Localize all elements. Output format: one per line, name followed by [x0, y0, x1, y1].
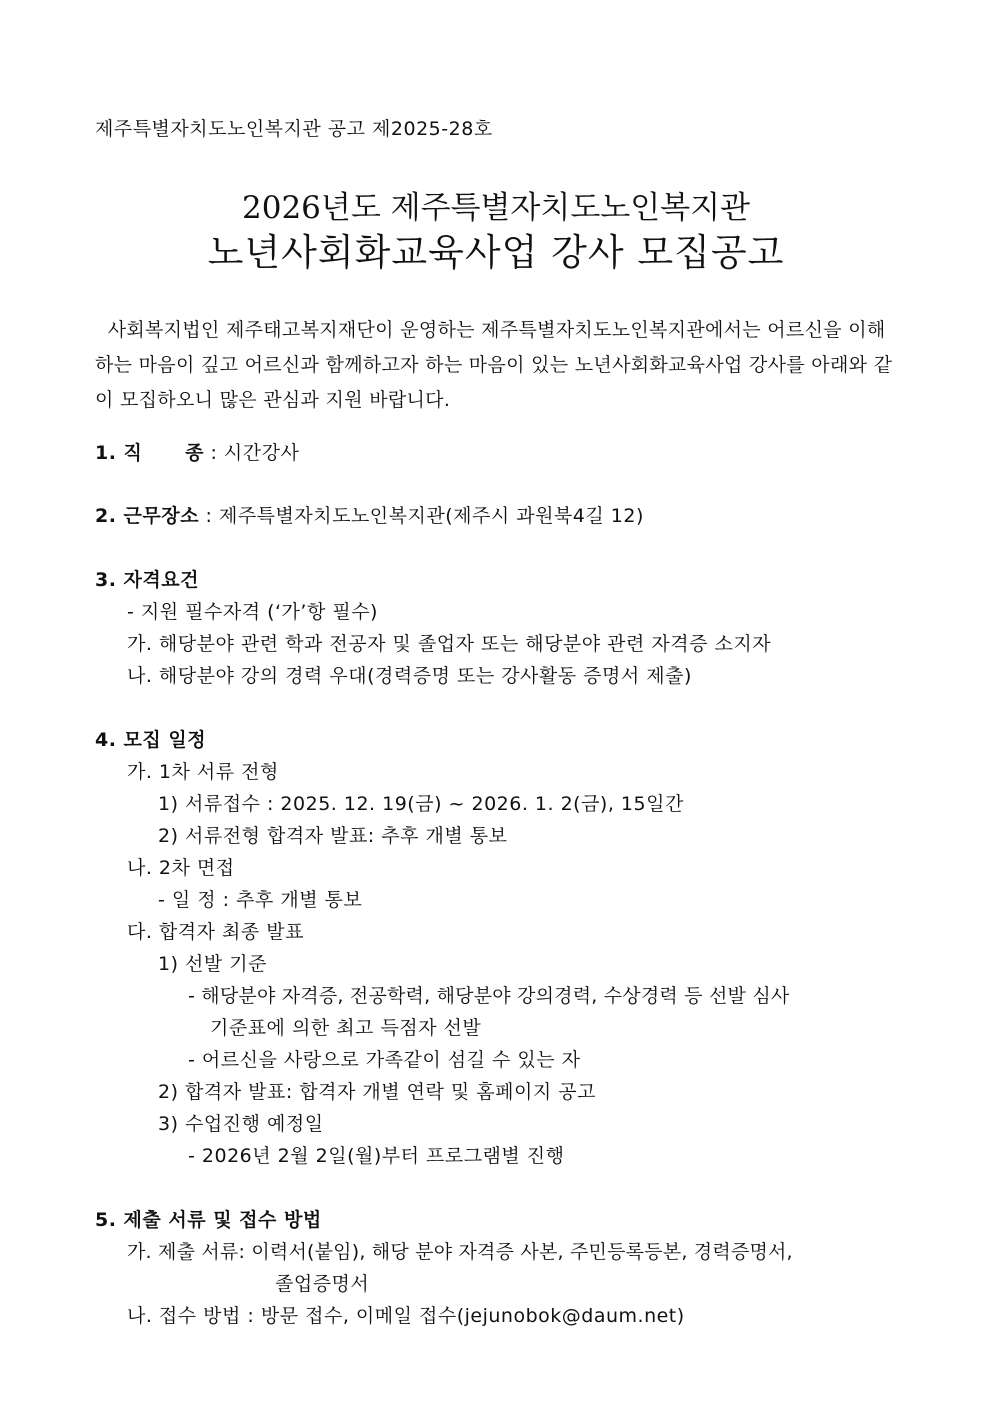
section-4-a2: 2) 서류전형 합격자 발표: 추후 개별 통보: [158, 825, 508, 847]
notice-number: 제주특별자치도노인복지관 공고 제2025-28호: [95, 118, 493, 140]
section-4-heading: 4. 모집 일정: [95, 729, 207, 751]
section-1-heading: 1. 직 종: [95, 442, 204, 464]
section-3-heading: 3. 자격요건: [95, 569, 199, 591]
section-5-heading: 5. 제출 서류 및 접수 방법: [95, 1209, 322, 1231]
section-2: [95, 503, 644, 529]
section-3-line-3: 나. 해당분야 강의 경력 우대(경력증명 또는 강사활동 증명서 제출): [127, 665, 692, 687]
section-4-c2: 2) 합격자 발표: 합격자 개별 연락 및 홈페이지 공고: [158, 1081, 596, 1103]
section-2-body: : 제주특별자치도노인복지관(제주시 과원북4길 12): [198, 505, 644, 527]
section-4-c3: 3) 수업진행 예정일: [158, 1113, 324, 1135]
intro-paragraph: [95, 313, 895, 418]
section-4-c1: 1) 선발 기준: [158, 953, 267, 975]
title-line-1: 2026년도 제주특별자치도노인복지관: [242, 190, 750, 226]
section-4-c1b: - 어르신을 사랑으로 가족같이 섬길 수 있는 자: [188, 1049, 581, 1071]
section-4-c1a-cont: 기준표에 의한 최고 득점자 선발: [210, 1017, 482, 1039]
section-5-a-cont: 졸업증명서: [275, 1273, 370, 1295]
section-1: [95, 440, 299, 466]
title-line-2: 노년사회화교육사업 강사 모집공고: [207, 231, 785, 274]
section-3-line-2: 가. 해당분야 관련 학과 전공자 및 졸업자 또는 해당분야 관련 자격증 소지자: [127, 633, 772, 655]
section-4-c: 다. 합격자 최종 발표: [127, 921, 304, 943]
section-4-a1: 1) 서류접수 : 2025. 12. 19(금) ~ 2026. 1. 2(금), 15일간: [158, 793, 684, 815]
section-4-c1a: - 해당분야 자격증, 전공학력, 해당분야 강의경력, 수상경력 등 선발 심사: [188, 985, 790, 1007]
section-4-b: 나. 2차 면접: [127, 857, 235, 879]
intro-text: 사회복지법인 제주태고복지재단이 운영하는 제주특별자치도노인복지관에서는 어르신을 이해하는 마음이 깊고 어르신과 함께하고자 하는 마음이 있는 노년사회화교육사업 강사를 아래와 같이 모집하오니 많은 관심과 지원 바랍니다.: [95, 319, 893, 411]
section-5-a: 가. 제출 서류: 이력서(붙임), 해당 분야 자격증 사본, 주민등록등본, 경력증명서,: [127, 1241, 793, 1263]
section-1-body: : 시간강사: [203, 442, 300, 464]
section-2-heading: 2. 근무장소: [95, 505, 199, 527]
section-4-c3a: - 2026년 2월 2일(월)부터 프로그램별 진행: [188, 1145, 565, 1167]
section-4-b1: - 일 정 : 추후 개별 통보: [158, 889, 363, 911]
section-5-b: 나. 접수 방법 : 방문 접수, 이메일 접수(jejunobok@daum.net): [127, 1305, 685, 1327]
section-4-a: 가. 1차 서류 전형: [127, 761, 279, 783]
section-3-line-1: - 지원 필수자격 (‘가’항 필수): [127, 601, 378, 623]
